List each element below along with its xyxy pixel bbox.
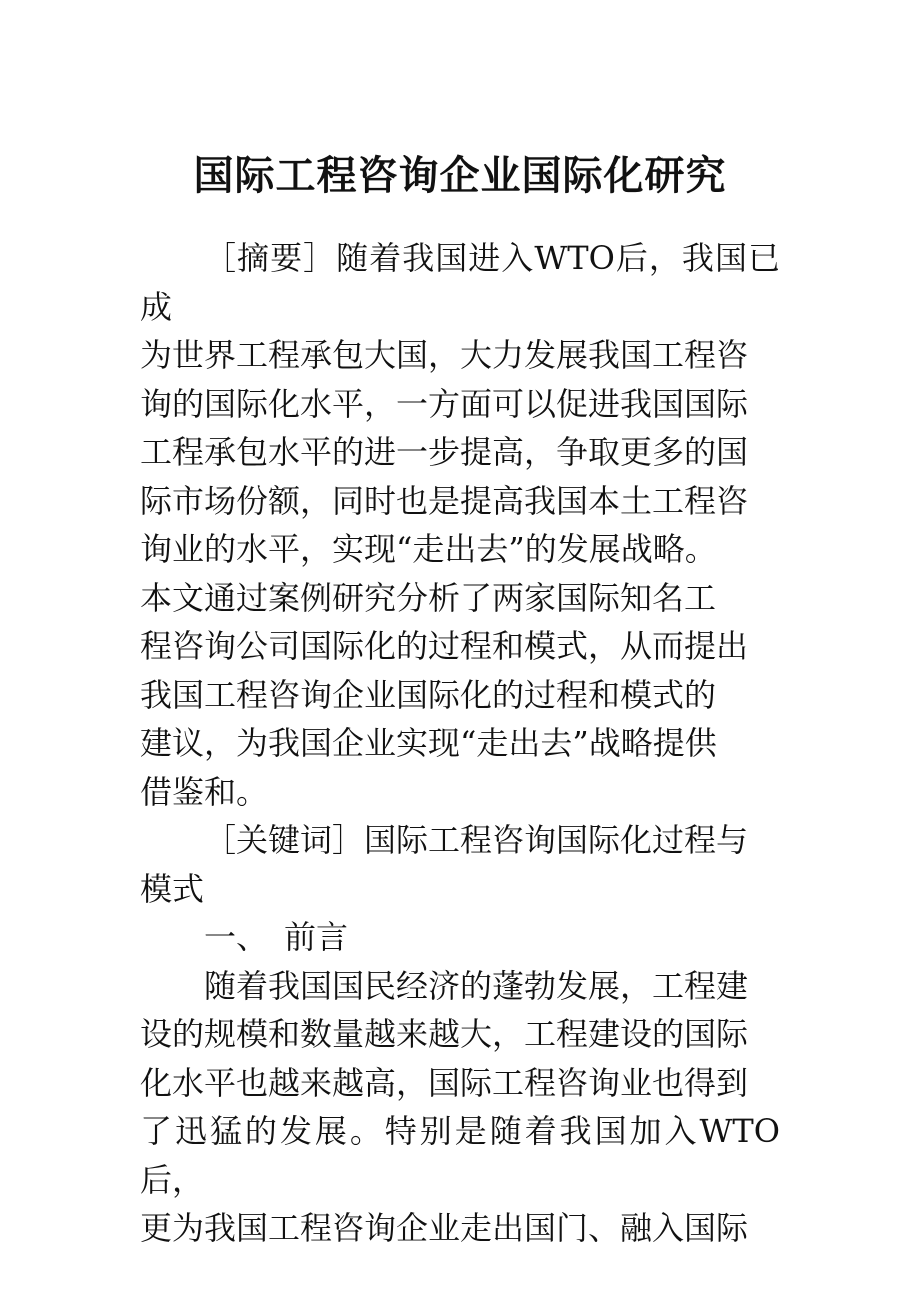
section-heading: 一、 前言	[204, 918, 349, 956]
abstract-line: 询的国际化水平，一方面可以促进我国国际	[140, 384, 749, 423]
body-paragraph	[140, 962, 780, 1253]
abstract-paragraph	[140, 234, 780, 816]
body-line: 随着我国国民经济的蓬勃发展，工程建	[204, 966, 749, 1005]
abstract-line: 我国工程咨询企业国际化的过程和模式的	[140, 675, 717, 714]
body-line: 更为我国工程咨询企业走出国门、融入国际	[140, 1209, 749, 1247]
keywords-line: ［关键词］国际工程咨询国际化过程与	[204, 821, 749, 859]
document-title: 国际工程咨询企业国际化研究	[193, 151, 727, 199]
document-body	[140, 234, 780, 1253]
body-line: 了迅猛的发展。特别是随着我国加入WTO后，	[140, 1112, 780, 1199]
body-line: 化水平也越来越高，国际工程咨询业也得到	[140, 1063, 749, 1102]
abstract-line: 为世界工程承包大国，大力发展我国工程咨	[140, 336, 749, 374]
abstract-line: 程咨询公司国际化的过程和模式，从而提出	[140, 627, 749, 665]
abstract-line: 借鉴和。	[140, 772, 269, 811]
abstract-line: 际市场份额，同时也是提高我国本土工程咨	[140, 481, 749, 520]
abstract-line: 询业的水平，实现“走出去”的发展战略。	[140, 530, 717, 568]
keywords-line: 模式	[140, 869, 205, 908]
abstract-line: ［摘要］随着我国进入WTO后，我国已成	[140, 239, 780, 326]
abstract-line: 本文通过案例研究分析了两家国际知名工	[140, 578, 717, 617]
abstract-line: 建议，为我国企业实现“走出去”战略提供	[140, 724, 717, 762]
body-line: 设的规模和数量越来越大，工程建设的国际	[140, 1015, 749, 1053]
keywords-paragraph	[140, 816, 780, 913]
abstract-line: 工程承包水平的进一步提高，争取更多的国	[140, 433, 749, 471]
